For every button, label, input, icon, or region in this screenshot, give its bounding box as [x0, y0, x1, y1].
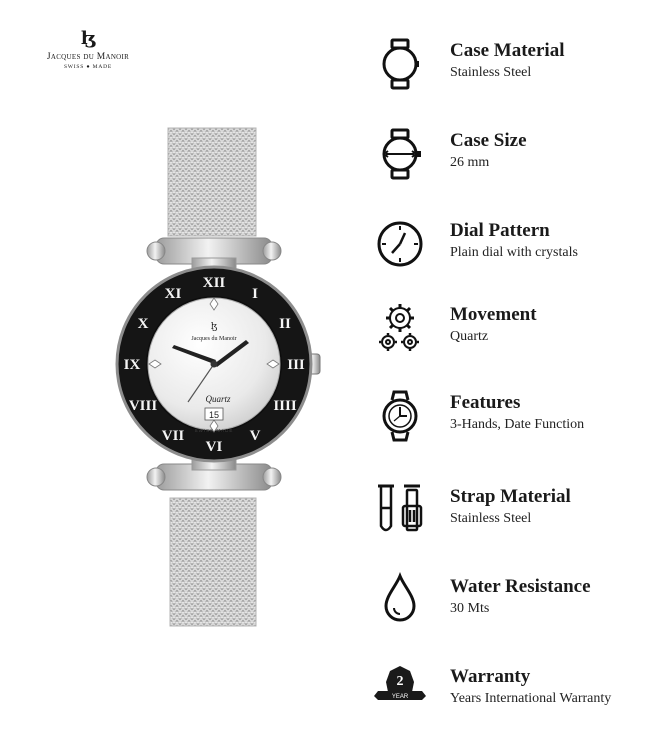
gears-icon: [372, 300, 428, 356]
feature-value: Plain dial with crystals: [450, 245, 578, 260]
feature-title: Features: [450, 392, 521, 413]
feature-title: Strap Material: [450, 486, 571, 507]
strap-icon: [372, 482, 428, 538]
feature-title: Warranty: [450, 666, 531, 687]
feature-title: Movement: [450, 304, 537, 325]
watch-case-icon: [372, 36, 428, 92]
feature-title: Case Material: [450, 40, 565, 61]
feature-case-material: [372, 36, 652, 96]
bezel-numeral: XII: [202, 275, 226, 291]
feature-title: Water Resistance: [450, 576, 591, 597]
feature-value: 3-Hands, Date Function: [450, 417, 585, 432]
brand-logo-mark: ɮ: [80, 28, 96, 49]
lower-mesh-strap: [170, 498, 256, 626]
feature-value: Quartz: [450, 329, 489, 344]
brand-tagline: SWISS ● MADE: [63, 64, 113, 70]
dial-brand-text: Jacques du Manoir: [191, 336, 237, 342]
watch-product-image: [108, 120, 338, 635]
feature-case-size: [372, 126, 652, 186]
bezel-numeral: IX: [123, 357, 141, 373]
bezel-numeral: II: [279, 316, 291, 332]
bezel-numeral: VI: [205, 439, 223, 455]
feature-value: 30 Mts: [450, 601, 490, 616]
feature-value: 26 mm: [450, 155, 490, 170]
dial-footer-text: SWISS MADE: [194, 428, 234, 433]
feature-strap-material: [372, 482, 652, 542]
feature-value: Stainless Steel: [450, 65, 532, 80]
brand-name: Jacques du Manoir: [46, 52, 130, 62]
feature-dial-pattern: [372, 216, 652, 276]
feature-warranty: [372, 662, 652, 722]
dial-icon: [372, 216, 428, 272]
feature-movement: [372, 300, 652, 360]
bezel-numeral: V: [249, 428, 261, 444]
bezel-numeral: III: [287, 357, 305, 373]
feature-title: Dial Pattern: [450, 220, 550, 241]
dial-model-text: Quartz: [205, 394, 231, 404]
bezel-numeral: VII: [161, 428, 185, 444]
upper-mesh-strap: [168, 128, 256, 236]
bezel-numeral: X: [137, 316, 149, 332]
dial-brand-mark: ɮ: [210, 322, 218, 332]
feature-water-resistance: [372, 572, 652, 632]
warranty-badge-icon: [372, 662, 428, 718]
date-value: 15: [208, 410, 220, 420]
bezel-numeral: XI: [164, 286, 182, 302]
bezel-numeral: I: [252, 286, 258, 302]
warranty-badge-number: 2: [396, 674, 404, 689]
feature-title: Case Size: [450, 130, 527, 151]
bezel-numeral: IIII: [273, 398, 297, 414]
bezel-numeral: VIII: [128, 398, 158, 414]
feature-value: Stainless Steel: [450, 511, 532, 526]
feature-features: [372, 388, 652, 448]
watch-hands-icon: [372, 388, 428, 444]
case-size-icon: [372, 126, 428, 182]
feature-value: Years International Warranty: [450, 691, 612, 706]
water-drop-icon: [372, 572, 428, 628]
warranty-badge-text: YEAR: [391, 694, 409, 700]
brand-logo: [38, 30, 138, 80]
